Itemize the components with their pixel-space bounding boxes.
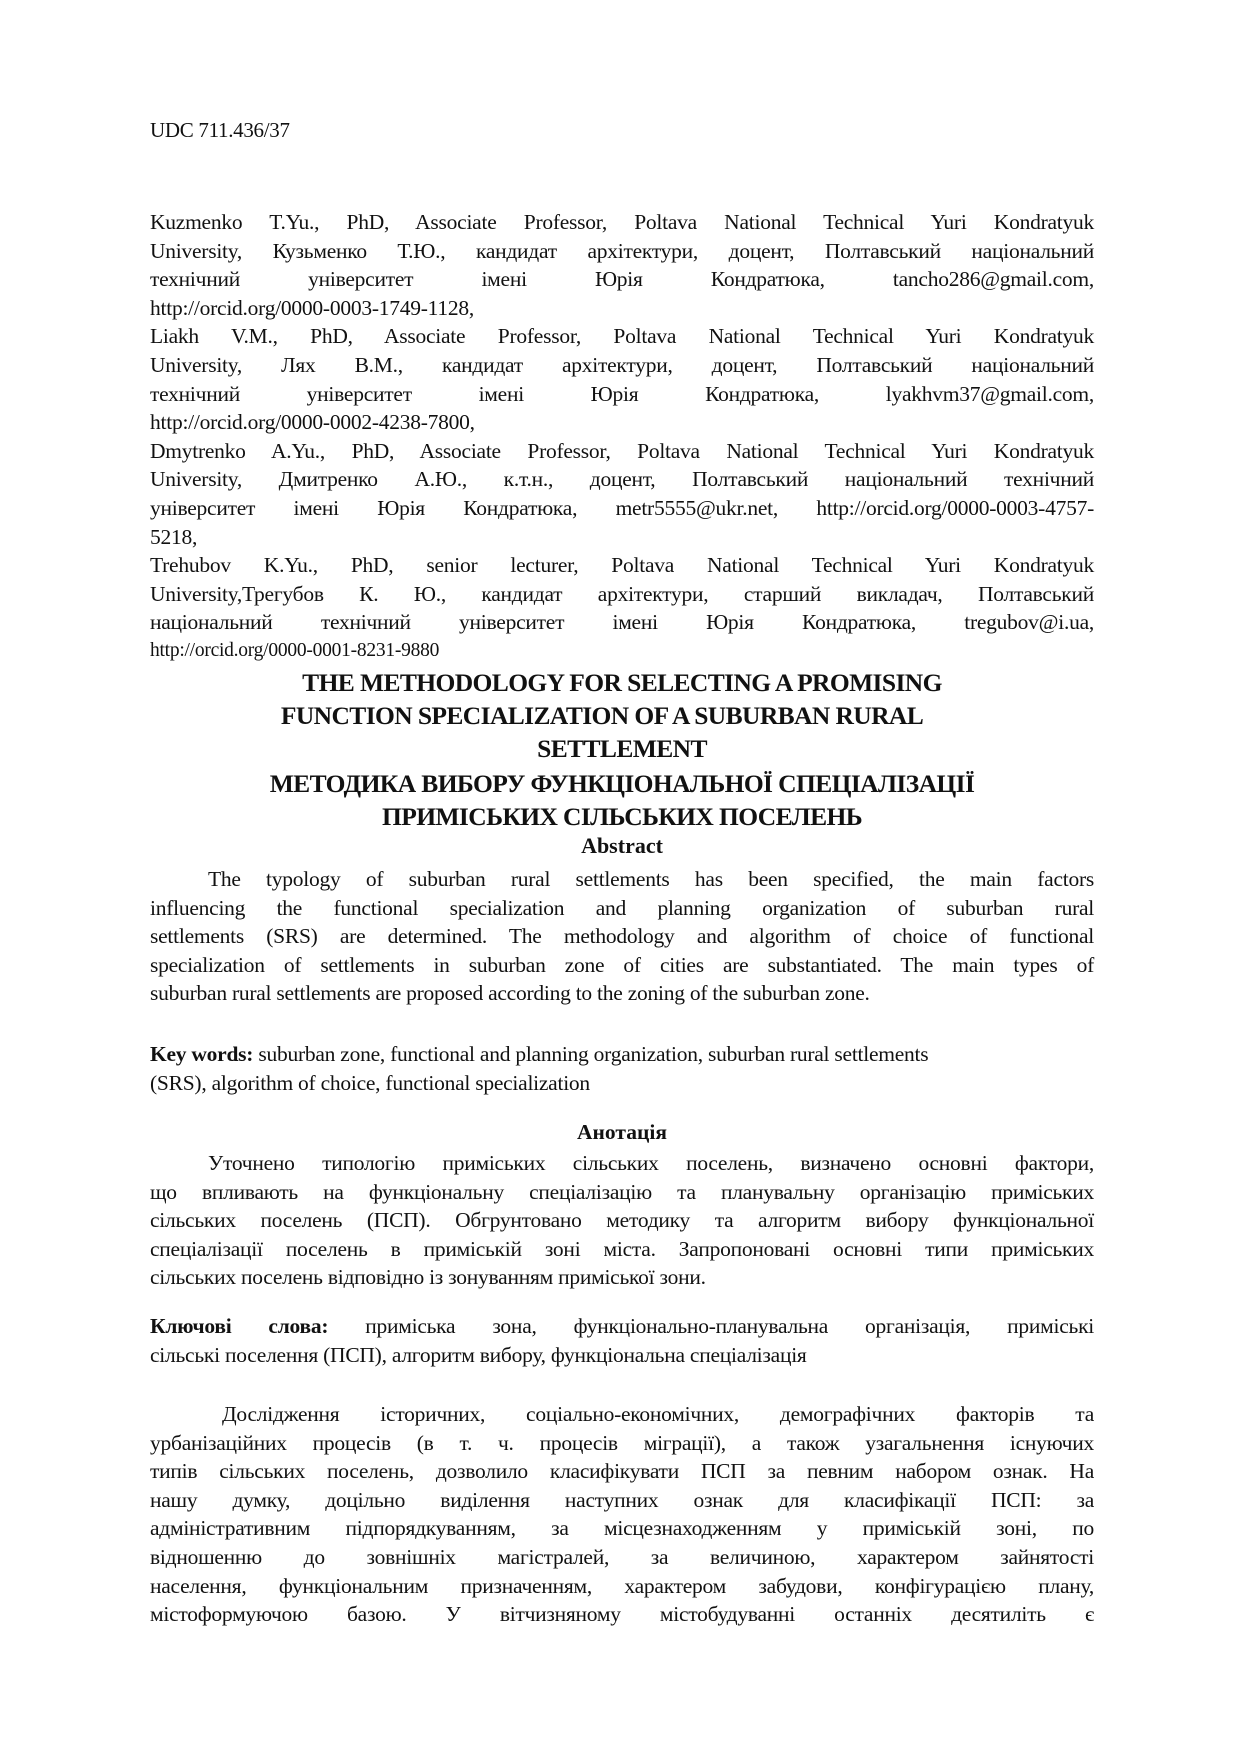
- anotatsiia-line: Уточнено типологію приміських сільських поселень, визначено основні фактори,: [208, 1151, 1094, 1175]
- body-line: містоформуючою базою. У вітчизняному містобудуванні останніх десятиліть є: [150, 1602, 1094, 1627]
- paper-title: [150, 666, 1094, 859]
- abstract-line: The typology of suburban rural settlements has been specified, the main factors: [208, 867, 1094, 891]
- abstract-line: suburban rural settlements are proposed according to the zoning of the suburban zone.: [150, 981, 870, 1006]
- author-line: University,Трегубов К. Ю., кандидат архітектури, старший викладач, Полтавський: [150, 581, 1094, 606]
- keywords-label: Key words:: [150, 1042, 254, 1066]
- title-uk-line: МЕТОДИКА ВИБОРУ ФУНКЦІОНАЛЬНОЇ СПЕЦІАЛІЗАЦІЇ: [269, 769, 975, 798]
- author-line: технічний університет імені Юрія Кондратюка, lyakhvm37@gmail.com,: [150, 381, 1094, 406]
- body-line: урбанізаційних процесів (в т. ч. процесів міграції), а також узагальнення існуючих: [150, 1430, 1094, 1455]
- anotatsiia-line: що впливають на функціональну спеціалізацію та планувальну організацію приміських: [150, 1179, 1094, 1204]
- abstract-line: settlements (SRS) are determined. The methodology and algorithm of choice of functional: [150, 924, 1094, 949]
- anotatsiia-heading: Анотація: [577, 1120, 667, 1144]
- keywords-uk-line: [150, 1312, 1094, 1341]
- author-line: Liakh V.M., PhD, Associate Professor, Poltava National Technical Yuri Kondratyuk: [150, 324, 1094, 349]
- author-line: університет імені Юрія Кондратюка, metr5555@ukr.net, http://orcid.org/0000-0003-4757-: [150, 495, 1094, 520]
- title-en-line: SETTLEMENT: [537, 734, 707, 763]
- author-line: University, Кузьменко Т.Ю., кандидат архітектури, доцент, Полтавський національний: [150, 238, 1094, 263]
- keywords-uk-text: приміська зона, функціонально-планувальна організація, приміські: [328, 1314, 1094, 1338]
- body-line: Дослідження історичних, соціально-економічних, демографічних факторів та: [222, 1402, 1094, 1426]
- anotatsiia-line: сільських поселень (ПСП). Обгрунтовано методику та алгоритм вибору функціональної: [150, 1208, 1094, 1233]
- anotatsiia-line: спеціалізації поселень в приміській зоні міста. Запропоновані основні типи приміських: [150, 1236, 1094, 1261]
- keywords-uk-line: сільські поселення (ПСП), алгоритм вибору, функціональна спеціалізація: [150, 1342, 807, 1367]
- title-en-line: FUNCTION SPECIALIZATION OF A SUBURBAN RURAL: [280, 701, 924, 730]
- author-line: 5218,: [150, 524, 198, 549]
- keywords-uk: [150, 1312, 1094, 1369]
- anotatsiia-line: сільських поселень відповідно із зонуванням приміської зони.: [150, 1265, 706, 1290]
- author-orcid: http://orcid.org/0000-0003-1749-1128,: [150, 295, 474, 320]
- title-uk-line: ПРИМІСЬКИХ СІЛЬСЬКИХ ПОСЕЛЕНЬ: [382, 802, 862, 831]
- author-orcid: http://orcid.org/0000-0001-8231-9880: [150, 639, 440, 661]
- keywords-line: [150, 1040, 1094, 1069]
- body-line: адміністративним підпорядкуванням, за місцезнаходженням у приміській зоні, по: [150, 1516, 1094, 1541]
- author-affiliations: [150, 208, 1094, 666]
- body-paragraph: [150, 1400, 1094, 1629]
- body-line: відношенню до зовнішніх магістралей, за величиною, характером зайнятості: [150, 1544, 1094, 1569]
- body-line: типів сільських поселень, дозволило класифікувати ПСП за певним набором ознак. На: [150, 1459, 1094, 1484]
- author-line: національний технічний університет імені Юрія Кондратюка, tregubov@i.ua,: [150, 610, 1094, 635]
- body-line: населення, функціональним призначенням, характером забудови, конфігурацією плану,: [150, 1573, 1094, 1598]
- abstract-body: [150, 865, 1094, 1008]
- keywords-uk-label: Ключові слова:: [150, 1314, 329, 1338]
- udc-code: UDC 711.436/37: [150, 118, 290, 142]
- abstract-line: influencing the functional specialization and planning organization of suburban rural: [150, 895, 1094, 920]
- author-orcid: http://orcid.org/0000-0002-4238-7800,: [150, 410, 475, 435]
- keywords-en: [150, 1040, 1094, 1097]
- keywords-line: (SRS), algorithm of choice, functional specialization: [150, 1070, 590, 1095]
- anotatsiia-body: [150, 1149, 1094, 1292]
- abstract-line: specialization of settlements in suburban zone of cities are substantiated. The main types of: [150, 952, 1094, 977]
- author-line: University, Дмитренко А.Ю., к.т.н., доцент, Полтавський національний технічний: [150, 467, 1094, 492]
- abstract-heading: Abstract: [581, 833, 663, 858]
- author-line: Kuzmenko T.Yu., PhD, Associate Professor, Poltava National Technical Yuri Kondratyuk: [150, 210, 1094, 234]
- title-en-line: THE METHODOLOGY FOR SELECTING A PROMISING: [302, 668, 942, 697]
- author-line: технічний університет імені Юрія Кондратюка, tancho286@gmail.com,: [150, 267, 1094, 292]
- keywords-text: suburban zone, functional and planning organization, suburban rural settlements: [253, 1042, 929, 1066]
- body-line: нашу думку, доцільно виділення наступних ознак для класифікації ПСП: за: [150, 1487, 1094, 1512]
- author-line: Trehubov K.Yu., PhD, senior lecturer, Poltava National Technical Yuri Kondratyuk: [150, 553, 1094, 578]
- author-line: University, Лях В.М., кандидат архітектури, доцент, Полтавський національний: [150, 352, 1094, 377]
- author-line: Dmytrenko A.Yu., PhD, Associate Professor, Poltava National Technical Yuri Kondratyuk: [150, 438, 1094, 463]
